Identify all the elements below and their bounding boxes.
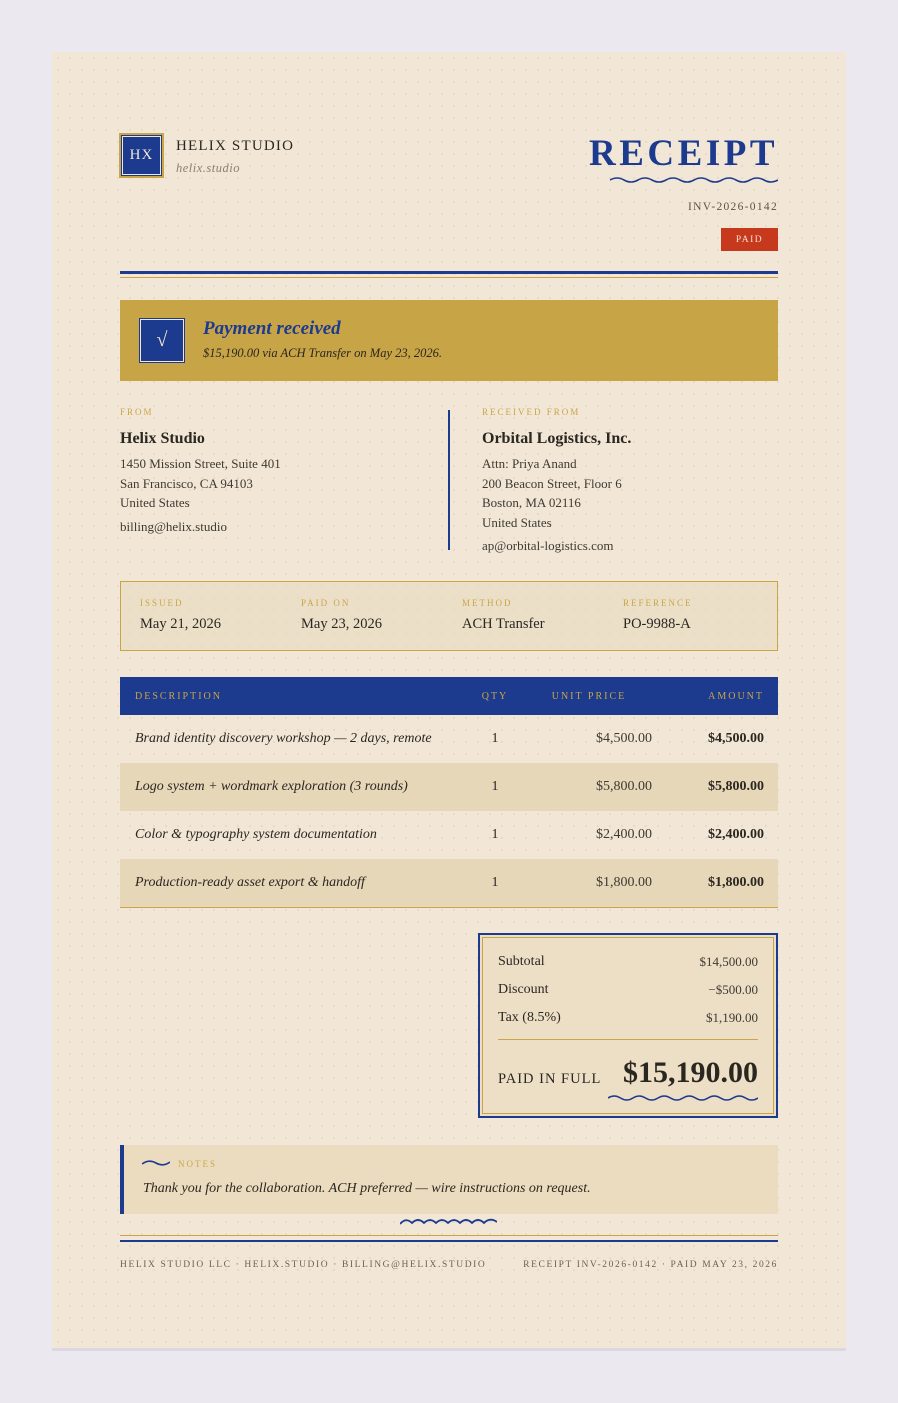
notes-text: Thank you for the collaboration. ACH preferred — wire instructions on request.	[143, 1181, 591, 1196]
item-description: Logo system + wordmark exploration (3 rounds)	[120, 763, 464, 811]
col-amount: AMOUNT	[652, 677, 778, 715]
footer-divider-thin	[120, 1235, 778, 1236]
header-divider	[120, 271, 778, 274]
tax-label: Tax (8.5%)	[498, 1010, 561, 1025]
subtotal-row	[498, 954, 758, 970]
meta-reference	[623, 598, 693, 633]
invoice-number: INV-2026-0142	[688, 201, 778, 213]
meta-label: PAID ON	[301, 598, 351, 608]
meta-value: May 23, 2026	[301, 616, 382, 632]
to-address	[482, 454, 622, 532]
item-qty: 1	[491, 827, 499, 842]
footer-divider	[120, 1240, 778, 1242]
from-address	[120, 454, 281, 513]
meta-method	[462, 598, 545, 633]
footer-right: RECEIPT INV-2026-0142 · PAID MAY 23, 2026	[523, 1260, 778, 1270]
meta-label: ISSUED	[140, 598, 184, 608]
brand-name: HELIX STUDIO	[176, 138, 295, 154]
discount-row	[498, 982, 758, 998]
table-row	[120, 763, 778, 811]
item-unit-price: $1,800.00	[526, 859, 652, 907]
item-unit-price: $5,800.00	[526, 763, 652, 811]
header-divider-thin	[120, 277, 778, 278]
tax-row	[498, 1010, 758, 1026]
check-icon: √	[140, 319, 184, 362]
discount-value: −$500.00	[708, 982, 758, 997]
address-line: 200 Beacon Street, Floor 6	[482, 475, 622, 491]
line-items-table	[120, 677, 778, 908]
to-label: RECEIVED FROM	[482, 407, 581, 417]
receipt-sheet	[52, 52, 846, 1348]
meta-value: PO-9988-A	[623, 616, 691, 632]
footer-left: HELIX STUDIO LLC · HELIX.STUDIO · BILLING@HELIX.STUDIO	[120, 1260, 487, 1270]
table-row	[120, 859, 778, 907]
paid-in-full-label: PAID IN FULL	[498, 1071, 602, 1087]
item-amount: $4,500.00	[708, 731, 764, 746]
table-row	[120, 715, 778, 763]
banner-subtitle: $15,190.00 via ACH Transfer on May 23, 2026.	[203, 346, 443, 360]
paid-total-amount: $15,190.00	[623, 1056, 758, 1089]
payment-meta	[120, 581, 778, 651]
from-email[interactable]: billing@helix.studio	[120, 519, 227, 534]
item-qty: 1	[491, 731, 499, 746]
party-divider	[448, 410, 450, 550]
wave-ornament-icon	[608, 1094, 758, 1102]
address-line: Attn: Priya Anand	[482, 456, 577, 471]
item-amount: $2,400.00	[708, 827, 764, 842]
address-line: United States	[482, 514, 552, 530]
item-qty: 1	[464, 859, 526, 907]
item-unit-price: $2,400.00	[596, 827, 652, 842]
status-badge: PAID	[721, 228, 778, 251]
banner-title: Payment received	[203, 318, 341, 339]
meta-label: REFERENCE	[623, 598, 693, 608]
brand-monogram: HX	[119, 133, 164, 178]
item-amount: $1,800.00	[652, 859, 778, 907]
meta-paid-on	[301, 598, 382, 633]
table-header-row	[120, 677, 778, 715]
notes-panel	[120, 1145, 778, 1214]
address-line: United States	[120, 495, 190, 510]
meta-issued	[140, 598, 221, 633]
address-line: 1450 Mission Street, Suite 401	[120, 456, 281, 471]
totals-divider	[498, 1039, 758, 1040]
meta-value: May 21, 2026	[140, 616, 221, 632]
item-description: Brand identity discovery workshop — 2 days, remote	[135, 731, 432, 746]
wave-ornament-icon	[610, 176, 778, 184]
totals-box	[478, 933, 778, 1118]
meta-label: METHOD	[462, 598, 513, 608]
col-description: DESCRIPTION	[120, 677, 464, 715]
meta-value: ACH Transfer	[462, 616, 545, 632]
item-qty: 1	[464, 763, 526, 811]
discount-label: Discount	[498, 982, 549, 997]
address-line: Boston, MA 02116	[482, 495, 581, 510]
wave-ornament-icon	[400, 1217, 497, 1226]
wave-ornament-icon	[142, 1159, 170, 1167]
notes-label: NOTES	[178, 1159, 217, 1169]
receipt-title: RECEIPT	[589, 133, 778, 174]
from-name: Helix Studio	[120, 430, 205, 447]
tax-value: $1,190.00	[706, 1010, 758, 1025]
payment-banner	[120, 300, 778, 381]
table-row	[120, 811, 778, 859]
col-qty: QTY	[464, 677, 526, 715]
item-description: Color & typography system documentation	[135, 827, 377, 842]
to-email[interactable]: ap@orbital-logistics.com	[482, 538, 614, 553]
from-label: FROM	[120, 407, 154, 417]
subtotal-label: Subtotal	[498, 954, 545, 969]
to-name: Orbital Logistics, Inc.	[482, 430, 632, 447]
item-amount: $5,800.00	[652, 763, 778, 811]
brand-url: helix.studio	[176, 161, 240, 175]
item-description: Production-ready asset export & handoff	[120, 859, 464, 907]
col-unit-price: UNIT PRICE	[526, 677, 652, 715]
subtotal-value: $14,500.00	[699, 954, 758, 969]
item-unit-price: $4,500.00	[596, 731, 652, 746]
address-line: San Francisco, CA 94103	[120, 475, 253, 491]
